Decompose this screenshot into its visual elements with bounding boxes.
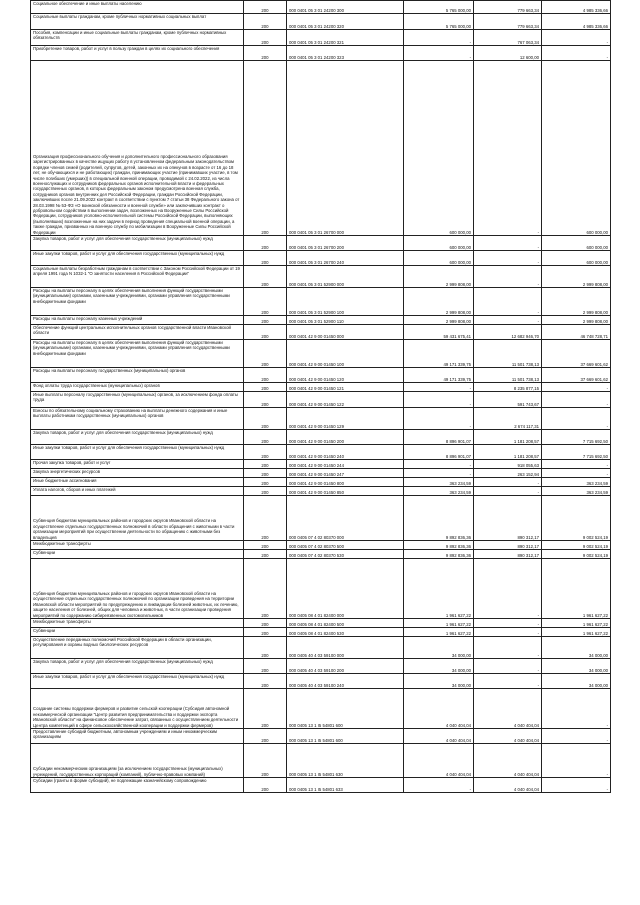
budget-classification-code: 000 0405 13 1 I5 54801 600 — [287, 689, 404, 729]
line-code: 200 — [244, 744, 287, 778]
expense-name: Фонд оплаты труда государственных (муниципальных) органов — [31, 383, 244, 392]
remaining-amount: - — [542, 469, 611, 478]
approved-amount: 49 171 339,75 — [404, 368, 474, 383]
executed-amount: - — [474, 619, 542, 628]
budget-classification-code: 000 0401 42 9 00 01450 000 — [287, 325, 404, 340]
budget-classification-code: 000 0405 13 1 I5 54801 633 — [287, 778, 404, 793]
line-code: 200 — [244, 288, 287, 316]
executed-amount: 4 040 404,04 — [474, 778, 542, 793]
table-row — [31, 430, 611, 445]
line-code: 200 — [244, 30, 287, 46]
line-code: 200 — [244, 541, 287, 550]
line-code: 200 — [244, 496, 287, 541]
budget-classification-code: 000 0405 08 4 01 82400 000 — [287, 559, 404, 619]
remaining-amount: - — [542, 408, 611, 430]
table-row — [31, 1, 611, 14]
expense-name: Субсидии некоммерческим организациям (за исключением государственных (муниципальных) учреждений, государственных корпораций (компаний), публично-правовых компаний) — [31, 744, 244, 778]
remaining-amount: 7 715 692,50 — [542, 445, 611, 460]
approved-amount: - — [404, 30, 474, 46]
executed-amount: 4 040 404,04 — [474, 744, 542, 778]
line-code: 200 — [244, 729, 287, 744]
budget-classification-code: 000 0405 40 4 03 59100 240 — [287, 674, 404, 689]
expense-name: Иные закупки товаров, работ и услуг для обеспечения государственных (муниципальных) нужд — [31, 251, 244, 266]
table-row — [31, 383, 611, 392]
approved-amount: 363 234,59 — [404, 487, 474, 496]
budget-classification-code: 000 0401 05 3 01 24200 320 — [287, 14, 404, 30]
budget-classification-code: 000 0401 42 9 00 01450 100 — [287, 340, 404, 368]
table-row — [31, 778, 611, 793]
budget-classification-code: 000 0401 05 3 01 24200 300 — [287, 1, 404, 14]
expense-name: Межбюджетные трансферты — [31, 541, 244, 550]
executed-amount: - — [474, 61, 542, 236]
table-row — [31, 469, 611, 478]
table-row — [31, 478, 611, 487]
budget-classification-code: 000 0405 13 1 I5 54801 600 — [287, 729, 404, 744]
approved-amount: 9 892 836,36 — [404, 541, 474, 550]
remaining-amount: - — [542, 460, 611, 469]
expense-name: Иные выплаты персоналу государственных (муниципальных) органов, за исключением фонда оплаты труда — [31, 392, 244, 408]
expense-name: Уплата налогов, сборов и иных платежей — [31, 487, 244, 496]
budget-classification-code: 000 0401 42 9 00 01450 200 — [287, 430, 404, 445]
table-row — [31, 325, 611, 340]
budget-classification-code: 000 0405 08 4 01 82400 500 — [287, 619, 404, 628]
budget-classification-code: 000 0405 13 1 I5 54801 630 — [287, 744, 404, 778]
remaining-amount: 363 234,59 — [542, 487, 611, 496]
remaining-amount: 9 002 524,19 — [542, 496, 611, 541]
expense-name: Субвенция бюджетам муниципальных районов и городских округов Ивановской области на осуществление отдельных государственных полномочий в области обращения с животными в части организации мероприятий при осуществлении деятельности по обращению с животными без владельцев — [31, 496, 244, 541]
table-row — [31, 637, 611, 659]
approved-amount: 1 961 627,22 — [404, 619, 474, 628]
remaining-amount: - — [542, 383, 611, 392]
approved-amount: - — [404, 778, 474, 793]
line-code: 200 — [244, 487, 287, 496]
expense-name: Осуществление переданных полномочий Российской Федерации в области организации, регулирования и охраны водных биологических ресурсов — [31, 637, 244, 659]
approved-amount: 34 000,00 — [404, 659, 474, 674]
budget-expenses-table — [30, 0, 611, 793]
line-code: 200 — [244, 469, 287, 478]
line-code: 200 — [244, 628, 287, 637]
line-code: 200 — [244, 445, 287, 460]
expense-name: Межбюджетные трансферты — [31, 619, 244, 628]
approved-amount: 2 999 808,00 — [404, 288, 474, 316]
remaining-amount: 9 002 524,19 — [542, 550, 611, 559]
remaining-amount: 34 000,00 — [542, 674, 611, 689]
line-code: 200 — [244, 340, 287, 368]
executed-amount: 11 501 738,13 — [474, 368, 542, 383]
executed-amount: 779 663,34 — [474, 1, 542, 14]
expense-name: Взносы по обязательному социальному страхованию на выплаты денежного содержания и иные выплаты работникам государственных (муниципальных) органов — [31, 408, 244, 430]
executed-amount: 4 040 404,04 — [474, 729, 542, 744]
table-row — [31, 729, 611, 744]
table-row — [31, 266, 611, 288]
table-row — [31, 744, 611, 778]
table-row — [31, 316, 611, 325]
table-row — [31, 236, 611, 251]
table-row — [31, 340, 611, 368]
expense-name: Социальные выплаты безработным гражданам в соответствии с Законом Российской Федерации от 19 апреля 1991 года N 1032-1 "О занятости населения в Российской Федерации" — [31, 266, 244, 288]
budget-classification-code: 000 0401 42 9 00 01450 850 — [287, 487, 404, 496]
line-code: 200 — [244, 266, 287, 288]
executed-amount: - — [474, 316, 542, 325]
remaining-amount: 600 000,00 — [542, 61, 611, 236]
line-code: 200 — [244, 619, 287, 628]
executed-amount: - — [474, 251, 542, 266]
budget-classification-code: 000 0401 05 3 01 52900 000 — [287, 266, 404, 288]
approved-amount: 34 000,00 — [404, 674, 474, 689]
remaining-amount: - — [542, 30, 611, 46]
approved-amount: 2 999 808,00 — [404, 266, 474, 288]
line-code: 200 — [244, 674, 287, 689]
approved-amount: 4 040 404,04 — [404, 729, 474, 744]
budget-classification-code: 000 0401 05 3 01 26700 200 — [287, 236, 404, 251]
table-row — [31, 368, 611, 383]
approved-amount: 4 040 404,04 — [404, 744, 474, 778]
executed-amount: 591 743,67 — [474, 392, 542, 408]
budget-classification-code: 000 0401 05 3 01 24200 321 — [287, 30, 404, 46]
executed-amount: - — [474, 266, 542, 288]
executed-amount: 12 600,00 — [474, 46, 542, 61]
expense-name: Иные закупки товаров, работ и услуг для обеспечения государственных (муниципальных) нужд — [31, 674, 244, 689]
executed-amount: - — [474, 288, 542, 316]
budget-classification-code: 000 0405 07 4 02 80370 000 — [287, 496, 404, 541]
expense-name: Субвенция бюджетам муниципальных районов и городских округов Ивановской области на осуществление отдельных государственных полномочий по организации проведения на территории Ивановской области мероприятий по предупреждению и ликвидации болезней животных, их лечению, защите населения от болезней, общих для человека и животных, в части организации проведения мероприятий по содержанию сибиреязвенных скотомогильников — [31, 559, 244, 619]
executed-amount: 890 312,17 — [474, 550, 542, 559]
table-row — [31, 46, 611, 61]
expense-name: Социальные выплаты гражданам, кроме публичных нормативных социальных выплат — [31, 14, 244, 30]
remaining-amount: - — [542, 46, 611, 61]
table-row — [31, 445, 611, 460]
table-row — [31, 689, 611, 729]
budget-classification-code: 000 0401 05 3 01 26700 240 — [287, 251, 404, 266]
executed-amount: 767 063,34 — [474, 30, 542, 46]
executed-amount: 890 312,17 — [474, 496, 542, 541]
approved-amount: 2 999 808,00 — [404, 316, 474, 325]
approved-amount: 4 040 404,04 — [404, 689, 474, 729]
budget-classification-code: 000 0405 40 4 03 59100 200 — [287, 659, 404, 674]
executed-amount: - — [474, 478, 542, 487]
budget-classification-code: 000 0401 42 9 00 01450 120 — [287, 368, 404, 383]
remaining-amount: 46 748 728,71 — [542, 325, 611, 340]
remaining-amount: 600 000,00 — [542, 251, 611, 266]
line-code: 200 — [244, 408, 287, 430]
budget-classification-code: 000 0401 42 9 00 01450 244 — [287, 460, 404, 469]
expense-name: Иные закупки товаров, работ и услуг для обеспечения государственных (муниципальных) нужд — [31, 445, 244, 460]
budget-classification-code: 000 0401 42 9 00 01450 129 — [287, 408, 404, 430]
table-row — [31, 628, 611, 637]
table-row — [31, 392, 611, 408]
line-code: 200 — [244, 637, 287, 659]
approved-amount: 600 000,00 — [404, 236, 474, 251]
budget-classification-code: 000 0401 42 9 00 01450 122 — [287, 392, 404, 408]
expense-name: Субвенции — [31, 628, 244, 637]
line-code: 200 — [244, 392, 287, 408]
approved-amount: 8 896 901,07 — [404, 445, 474, 460]
budget-classification-code: 000 0401 05 3 01 24200 323 — [287, 46, 404, 61]
table-row — [31, 550, 611, 559]
line-code: 200 — [244, 46, 287, 61]
table-row — [31, 251, 611, 266]
remaining-amount: 37 669 601,62 — [542, 368, 611, 383]
executed-amount: 11 501 738,13 — [474, 340, 542, 368]
table-row — [31, 30, 611, 46]
approved-amount: - — [404, 392, 474, 408]
approved-amount: 5 765 000,00 — [404, 14, 474, 30]
table-row — [31, 496, 611, 541]
line-code: 200 — [244, 383, 287, 392]
line-code: 200 — [244, 689, 287, 729]
line-code: 200 — [244, 430, 287, 445]
executed-amount: 263 152,94 — [474, 469, 542, 478]
line-code: 200 — [244, 236, 287, 251]
line-code: 200 — [244, 550, 287, 559]
executed-amount: 779 663,34 — [474, 14, 542, 30]
table-row — [31, 619, 611, 628]
expense-name: Приобретение товаров, работ и услуг в пользу граждан в целях их социального обеспечения — [31, 46, 244, 61]
table-row — [31, 559, 611, 619]
expense-name: Закупка товаров, работ и услуг для обеспечения государственных (муниципальных) нужд — [31, 236, 244, 251]
remaining-amount: 4 985 336,66 — [542, 14, 611, 30]
expense-name: Расходы на выплаты персоналу в целях обеспечения выполнения функций государственными (муниципальными) органами, казенными учреждениями, органами управления государственными внебюджетными фондами — [31, 340, 244, 368]
remaining-amount: - — [542, 778, 611, 793]
remaining-amount: - — [542, 744, 611, 778]
approved-amount: 8 896 901,07 — [404, 430, 474, 445]
expense-name: Закупка энергетических ресурсов — [31, 469, 244, 478]
approved-amount: - — [404, 408, 474, 430]
expense-name: Обеспечение функций центральных исполнительных органов государственной власти Ивановской области — [31, 325, 244, 340]
executed-amount: 1 181 208,57 — [474, 430, 542, 445]
remaining-amount: 2 999 808,00 — [542, 316, 611, 325]
remaining-amount: - — [542, 689, 611, 729]
expense-name: Предоставление субсидий бюджетным, автономным учреждениям и иным некоммерческим организациям — [31, 729, 244, 744]
executed-amount: 12 682 946,70 — [474, 325, 542, 340]
table-row — [31, 460, 611, 469]
approved-amount: 600 000,00 — [404, 251, 474, 266]
remaining-amount: 9 002 524,19 — [542, 541, 611, 550]
remaining-amount: 34 000,00 — [542, 637, 611, 659]
executed-amount: 8 235 877,15 — [474, 383, 542, 392]
remaining-amount: 600 000,00 — [542, 236, 611, 251]
line-code: 200 — [244, 659, 287, 674]
line-code: 200 — [244, 368, 287, 383]
executed-amount: 1 181 208,57 — [474, 445, 542, 460]
line-code: 200 — [244, 460, 287, 469]
executed-amount: 4 040 404,04 — [474, 689, 542, 729]
expense-name: Организация профессионального обучения и дополнительного профессионального образования зарегистрированных в качестве ищущих работу в установленном федеральным законодательством порядке членов семей (родителей, супругов, детей, законных их на опекунов в возрасте от 16 до 18 лет, не обучающихся и не работающих) граждан, принимающих участие (принимавших участие, в том числе погибших (умерших)) в специальной военной операции, проводимой с 24.02.2022, из числа военнослужащих и сотрудников федеральных органов исполнительной власти и федеральных государственных органов, в которых федеральным законом предусмотрена военная служба, сотрудников органов внутренних дел Российской Федерации, граждан Российской Федерации, заключивших после 21.09.2022 контракт в соответствии с пунктом 7 статьи 38 Федерального закона от 28.03.1998 № 53-ФЗ «О воинской обязанности и военной службе» или заключивших контракт о добровольном содействии в выполнении задач, возложенных на Вооруженные Силы Российской Федерации, сотрудников уголовно-исполнительной системы Российской Федерации, выполняющих (выполнявших) возложенные на них задачи в период проведения специальной военной операции, а также граждан, призванных на военную службу по мобилизации в Вооруженные Силы Российской Федерации — [31, 61, 244, 236]
approved-amount: 5 765 000,00 — [404, 1, 474, 14]
remaining-amount: 37 669 601,62 — [542, 340, 611, 368]
line-code: 200 — [244, 61, 287, 236]
approved-amount: 59 431 675,41 — [404, 325, 474, 340]
table-row — [31, 61, 611, 236]
expense-name: Закупка товаров, работ и услуг для обеспечения государственных (муниципальных) нужд — [31, 430, 244, 445]
line-code: 200 — [244, 478, 287, 487]
approved-amount: - — [404, 460, 474, 469]
approved-amount: 363 234,59 — [404, 478, 474, 487]
expense-name: Расходы на выплаты персоналу государственных (муниципальных) органов — [31, 368, 244, 383]
table-row — [31, 288, 611, 316]
budget-execution-sheet — [30, 0, 610, 793]
expense-name: Закупка товаров, работ и услуг для обеспечения государственных (муниципальных) нужд — [31, 659, 244, 674]
line-code: 200 — [244, 559, 287, 619]
expense-name: Иные бюджетные ассигнования — [31, 478, 244, 487]
approved-amount: - — [404, 383, 474, 392]
budget-classification-code: 000 0405 07 4 02 80370 530 — [287, 550, 404, 559]
remaining-amount: - — [542, 392, 611, 408]
table-row — [31, 659, 611, 674]
approved-amount: 600 000,00 — [404, 61, 474, 236]
budget-classification-code: 000 0401 42 9 00 01450 240 — [287, 445, 404, 460]
table-body — [31, 1, 611, 793]
approved-amount: 9 892 836,36 — [404, 496, 474, 541]
line-code: 200 — [244, 778, 287, 793]
expense-name: Создание системы поддержки фермеров и развитие сельской кооперации (Субсидия автономной некоммерческой организации "Центр развития предпринимательства и поддержки экспорта Ивановской области" на финансовое обеспечение затрат, связанных с осуществлением деятельности Центра компетенций в сфере сельскохозяйственной кооперации и поддержки фермеров) — [31, 689, 244, 729]
approved-amount: 1 961 627,22 — [404, 559, 474, 619]
executed-amount: - — [474, 674, 542, 689]
remaining-amount: 1 961 627,22 — [542, 619, 611, 628]
line-code: 200 — [244, 325, 287, 340]
expense-name: Субсидии (гранты в форме субсидий), не подлежащие казначейскому сопровождению — [31, 778, 244, 793]
expense-name: Расходы на выплаты персоналу казенных учреждений — [31, 316, 244, 325]
expense-name: Прочая закупка товаров, работ и услуг — [31, 460, 244, 469]
budget-classification-code: 000 0401 42 9 00 01450 121 — [287, 383, 404, 392]
remaining-amount: 7 715 692,50 — [542, 430, 611, 445]
table-row — [31, 674, 611, 689]
expense-name: Субвенции — [31, 550, 244, 559]
table-row — [31, 14, 611, 30]
table-row — [31, 487, 611, 496]
executed-amount: - — [474, 659, 542, 674]
budget-classification-code: 000 0401 42 9 00 01450 247 — [287, 469, 404, 478]
remaining-amount: 1 961 627,22 — [542, 559, 611, 619]
remaining-amount: 2 999 808,00 — [542, 266, 611, 288]
table-row — [31, 408, 611, 430]
remaining-amount: 34 000,00 — [542, 659, 611, 674]
budget-classification-code: 000 0401 05 3 01 26700 000 — [287, 61, 404, 236]
executed-amount: 2 674 117,31 — [474, 408, 542, 430]
expense-name: Социальное обеспечение и иные выплаты населению — [31, 1, 244, 14]
expense-name: Пособия, компенсации и иные социальные выплаты гражданам, кроме публичных нормативных обязательств — [31, 30, 244, 46]
executed-amount: - — [474, 487, 542, 496]
budget-classification-code: 000 0401 42 9 00 01450 800 — [287, 478, 404, 487]
approved-amount: - — [404, 46, 474, 61]
table-row — [31, 541, 611, 550]
approved-amount: 9 892 836,36 — [404, 550, 474, 559]
approved-amount: 1 961 627,22 — [404, 628, 474, 637]
approved-amount: 34 000,00 — [404, 637, 474, 659]
executed-amount: 918 055,63 — [474, 460, 542, 469]
budget-classification-code: 000 0401 05 3 01 52900 110 — [287, 316, 404, 325]
remaining-amount: - — [542, 729, 611, 744]
budget-classification-code: 000 0405 08 4 01 82400 530 — [287, 628, 404, 637]
budget-classification-code: 000 0405 07 4 02 80370 500 — [287, 541, 404, 550]
approved-amount: - — [404, 469, 474, 478]
remaining-amount: 363 234,59 — [542, 478, 611, 487]
line-code: 200 — [244, 14, 287, 30]
budget-classification-code: 000 0405 40 4 03 59100 000 — [287, 637, 404, 659]
executed-amount: - — [474, 637, 542, 659]
remaining-amount: 4 985 336,66 — [542, 1, 611, 14]
remaining-amount: 2 999 808,00 — [542, 288, 611, 316]
remaining-amount: 1 961 627,22 — [542, 628, 611, 637]
executed-amount: - — [474, 628, 542, 637]
approved-amount: 49 171 339,75 — [404, 340, 474, 368]
executed-amount: - — [474, 559, 542, 619]
line-code: 200 — [244, 251, 287, 266]
line-code: 200 — [244, 1, 287, 14]
budget-classification-code: 000 0401 05 3 01 52900 100 — [287, 288, 404, 316]
line-code: 200 — [244, 316, 287, 325]
executed-amount: 890 312,17 — [474, 541, 542, 550]
executed-amount: - — [474, 236, 542, 251]
expense-name: Расходы на выплаты персоналу в целях обеспечения выполнения функций государственными (муниципальными) органами, казенными учреждениями, органами управления государственными внебюджетными фондами — [31, 288, 244, 316]
